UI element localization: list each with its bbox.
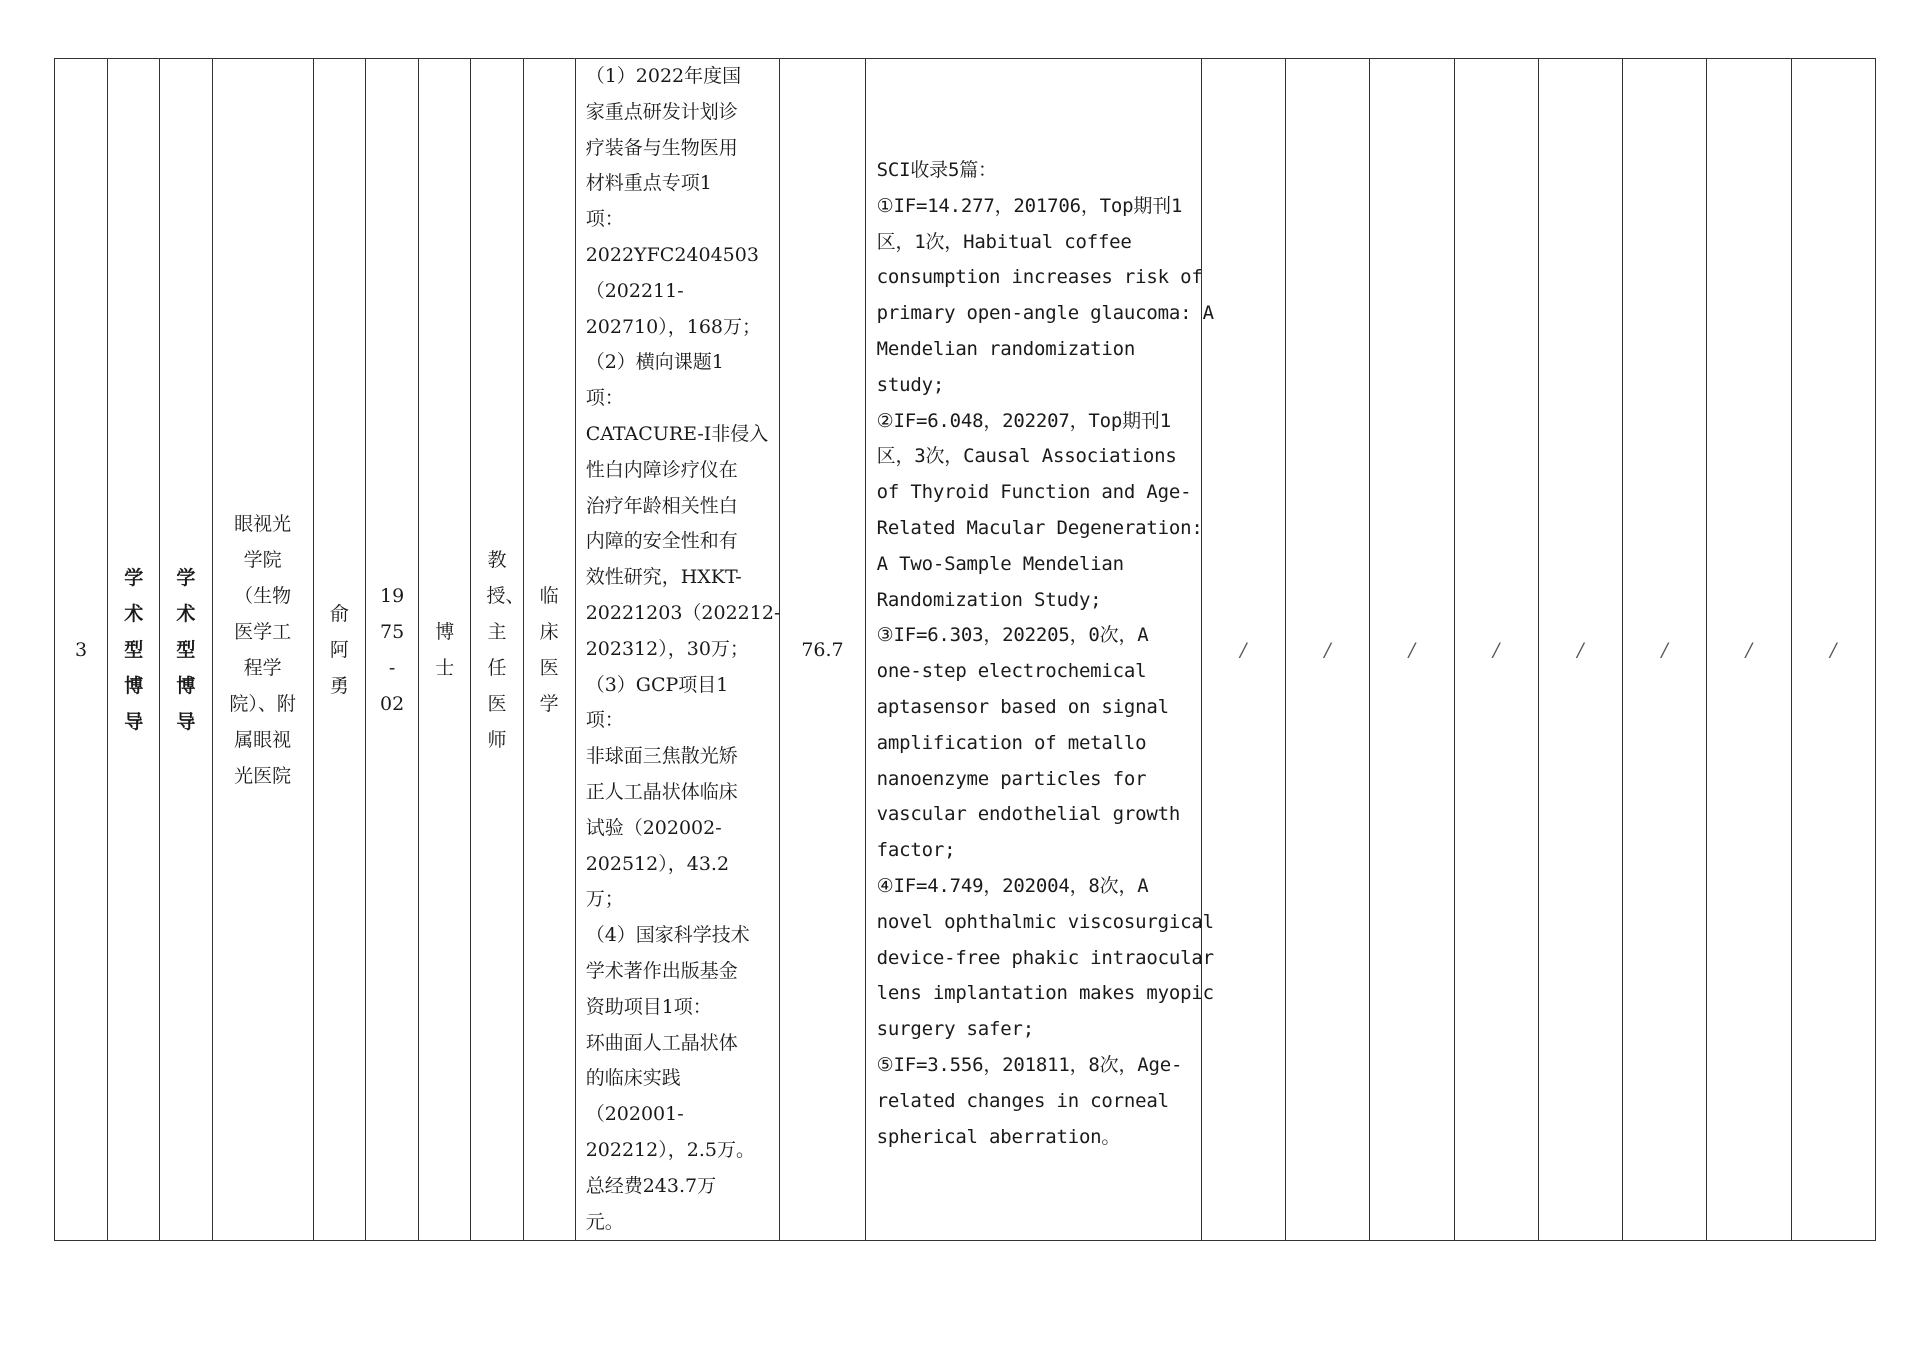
table-row (55, 59, 1876, 1241)
funding-amount: 76.7 (780, 59, 865, 1241)
publication-line: Randomization Study; (876, 588, 1102, 611)
project-line: （4）国家科学技术 (585, 924, 750, 947)
project-line: 治疗年龄相关性白 (585, 494, 738, 517)
publication-line: ①IF=14.277，201706，Top期刊1 (876, 194, 1183, 217)
organization-line: 属眼视 (234, 728, 292, 751)
publication-line: 区，3次，Causal Associations (876, 445, 1177, 468)
publication-line: amplification of metallo (876, 731, 1147, 754)
project-line: CATACURE-I非侵入 (585, 422, 769, 445)
research-projects (575, 59, 780, 1241)
publication-line: Mendelian randomization (876, 337, 1136, 360)
row-index: 3 (55, 59, 108, 1241)
publication-line: ②IF=6.048，202207，Top期刊1 (876, 409, 1171, 432)
empty-cell: / (1201, 59, 1285, 1241)
empty-cell: / (1791, 59, 1875, 1241)
publication-line: lens implantation makes myopic (876, 982, 1214, 1005)
empty-cell: / (1538, 59, 1622, 1241)
birth-date-line: - (388, 656, 396, 679)
professional-title: 教授、主任医师 (471, 59, 523, 1241)
organization (212, 59, 313, 1241)
publication-line: surgery safer; (876, 1018, 1034, 1041)
empty-cell: / (1454, 59, 1538, 1241)
publication-line: study; (876, 373, 945, 396)
project-line: 总经费243.7万 (585, 1174, 717, 1197)
project-line: （3）GCP项目1 (585, 673, 729, 696)
project-line: （2）横向课题1 (585, 351, 724, 374)
publication-line: novel ophthalmic viscosurgical (876, 910, 1214, 933)
publication-line: spherical aberration。 (876, 1125, 1121, 1148)
discipline: 临床医学 (523, 59, 575, 1241)
degree: 博士 (419, 59, 471, 1241)
publication-line: related changes in corneal (876, 1089, 1169, 1112)
project-line: 202312），30万； (585, 637, 749, 660)
empty-cell: / (1370, 59, 1454, 1241)
publication-line: Related Macular Degeneration: (876, 516, 1203, 539)
organization-line: 光医院 (234, 764, 292, 787)
project-line: 元。 (585, 1210, 624, 1233)
project-line: 资助项目1项： (585, 995, 712, 1018)
project-line: （1）2022年度国 (585, 65, 742, 87)
organization-line: 学院 (243, 548, 282, 571)
project-line: （202001- (585, 1103, 684, 1126)
person-name: 俞阿勇 (313, 59, 365, 1241)
organization-line: 医学工 (234, 620, 292, 643)
publication-line: aptasensor based on signal (876, 695, 1169, 718)
publication-line: ⑤IF=3.556，201811，8次，Age- (876, 1053, 1183, 1076)
project-line: （202211- (585, 279, 684, 302)
project-line: 性白内障诊疗仪在 (585, 458, 738, 481)
faculty-table (54, 58, 1876, 1241)
empty-cell: / (1707, 59, 1791, 1241)
project-line: 202212），2.5万。 (585, 1138, 755, 1161)
birth-date-line: 19 (380, 584, 405, 607)
project-line: 材料重点专项1 (585, 172, 712, 195)
supervisor-type-2: 学术型博导 (160, 59, 212, 1241)
publications (865, 59, 1214, 1241)
publication-line: device-free phakic intraocular (876, 946, 1214, 969)
project-line: 家重点研发计划诊 (585, 100, 738, 123)
project-line: 非球面三焦散光矫 (585, 745, 738, 768)
birth-date-line: 02 (380, 692, 405, 715)
publication-line: 区，1次，Habitual coffee (876, 230, 1132, 253)
project-line: 学术著作出版基金 (585, 959, 738, 982)
empty-cell: / (1286, 59, 1370, 1241)
project-line: 202512），43.2 (585, 852, 730, 875)
empty-cell: / (1623, 59, 1707, 1241)
publication-line: consumption increases risk of (876, 266, 1203, 289)
publication-line: ④IF=4.749，202004，8次，A (876, 874, 1149, 897)
project-line: 疗装备与生物医用 (585, 136, 738, 159)
organization-line: 程学 (243, 656, 282, 679)
publication-line: A Two-Sample Mendelian (876, 552, 1124, 575)
project-line: 效性研究，HXKT- (585, 566, 742, 589)
publication-line: of Thyroid Function and Age- (876, 481, 1192, 504)
publication-line: nanoenzyme particles for (876, 767, 1147, 790)
project-line: 20221203（202212- (585, 601, 781, 624)
publication-line: primary open-angle glaucoma: A (876, 302, 1214, 325)
project-line: 内障的安全性和有 (585, 530, 738, 553)
publication-line: ③IF=6.303，202205，0次，A (876, 624, 1149, 647)
supervisor-type: 学术型博导 (108, 59, 160, 1241)
publication-line: one-step electrochemical (876, 660, 1147, 683)
organization-line: （生物 (234, 584, 292, 607)
birth-date-line: 75 (380, 620, 405, 643)
project-line: 的临床实践 (585, 1067, 681, 1090)
birth-date (366, 59, 419, 1241)
project-line: 项： (585, 709, 624, 732)
project-line: 202710），168万； (585, 315, 761, 338)
project-line: 项： (585, 208, 624, 231)
project-line: 环曲面人工晶状体 (585, 1031, 738, 1054)
project-line: 试验（202002- (585, 816, 722, 839)
publication-line: SCI收录5篇： (876, 159, 997, 181)
project-line: 2022YFC2404503 (585, 243, 759, 266)
organization-line: 眼视光 (234, 512, 292, 535)
project-line: 项： (585, 387, 624, 410)
publication-line: vascular endothelial growth (876, 803, 1181, 826)
project-line: 正人工晶状体临床 (585, 780, 738, 803)
organization-line: 院）、附 (229, 692, 296, 715)
project-line: 万； (585, 888, 624, 911)
publication-line: factor; (876, 839, 956, 862)
